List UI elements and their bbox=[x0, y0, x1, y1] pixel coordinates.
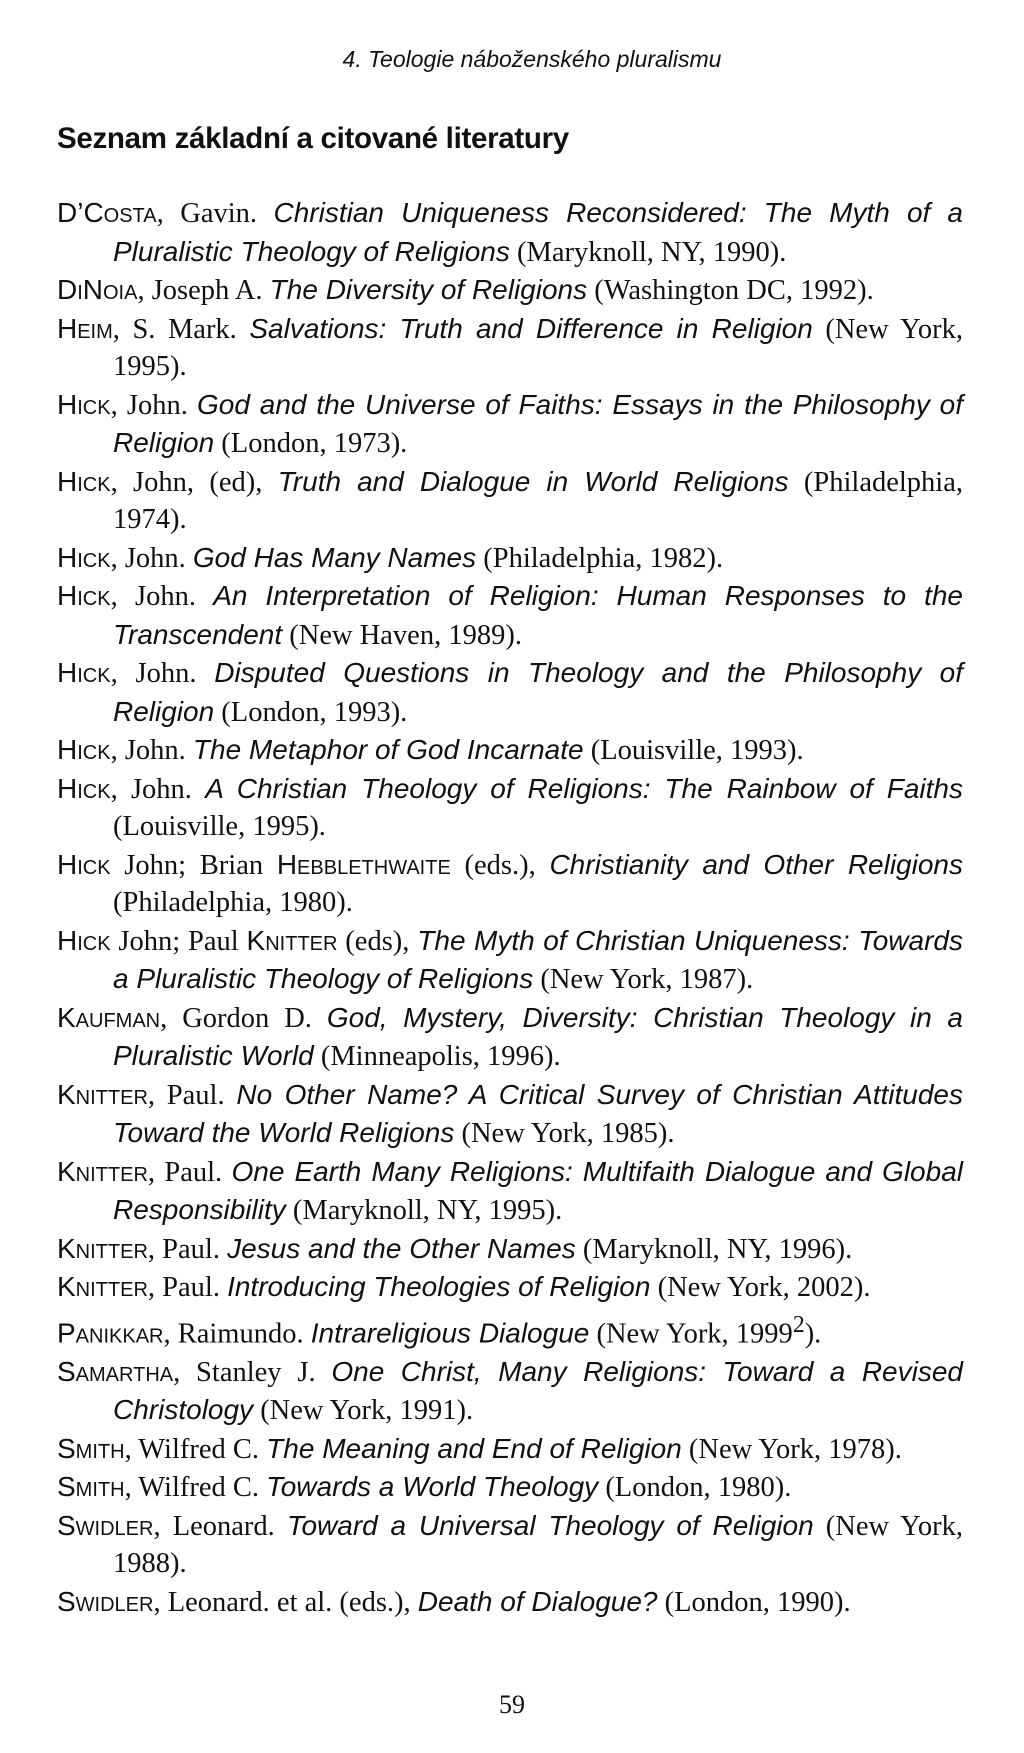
bibliography-entry bbox=[57, 1230, 963, 1269]
entry-author: Knitter bbox=[57, 1232, 148, 1264]
entry-author: Hick bbox=[57, 848, 111, 880]
bibliography-entry bbox=[57, 1583, 963, 1622]
entry-publication: (New York, 1985). bbox=[454, 1118, 675, 1149]
entry-title: One Earth Many Religions: Multifaith Dialogue and Global Responsibility bbox=[113, 1155, 963, 1225]
entry-title: God, Mystery, Diversity: Christian Theology in a Pluralistic World bbox=[113, 1001, 963, 1071]
entry-author: Hick bbox=[57, 657, 111, 688]
section-title: Seznam základní a citované literatury bbox=[57, 122, 569, 155]
entry-publication: (Maryknoll, NY, 1996). bbox=[575, 1233, 853, 1265]
entry-publication: ). bbox=[804, 1318, 822, 1349]
entry-author: Swidler bbox=[57, 1509, 154, 1541]
entry-publication: (London, 1993). bbox=[214, 696, 408, 728]
entry-text: , S. Mark. bbox=[112, 313, 250, 345]
entry-publication: (New York, 1978). bbox=[681, 1433, 902, 1465]
entry-author: Knitter bbox=[57, 1078, 148, 1110]
entry-author: Hick bbox=[57, 388, 111, 420]
entry-text: , John. bbox=[110, 735, 193, 766]
entry-publication: (New York, 1991). bbox=[253, 1395, 474, 1426]
entry-text: , John. bbox=[110, 773, 206, 805]
entry-text: , Stanley J. bbox=[173, 1356, 332, 1388]
entry-author: Swidler bbox=[57, 1585, 154, 1617]
bibliography-entry bbox=[57, 1507, 963, 1583]
entry-title: Truth and Dialogue in World Religions bbox=[277, 465, 789, 497]
entry-text: , Raimundo. bbox=[163, 1318, 311, 1349]
bibliography-list bbox=[57, 194, 963, 1621]
entry-publication: (New York, 1995). bbox=[113, 313, 963, 382]
bibliography-entry bbox=[57, 310, 963, 386]
entry-text: , Paul. bbox=[147, 1233, 228, 1265]
entry-author: Hick bbox=[57, 772, 111, 804]
bibliography-entry bbox=[57, 194, 963, 271]
entry-author: Hick bbox=[57, 924, 111, 956]
entry-title: Towards a World Theology bbox=[266, 1471, 599, 1502]
entry-author: D’Costa bbox=[57, 197, 157, 228]
entry-text: , John. bbox=[110, 389, 197, 421]
page-number: 59 bbox=[499, 1690, 525, 1719]
entry-author: Knitter bbox=[57, 1155, 148, 1187]
bibliography-entry bbox=[57, 1076, 963, 1153]
entry-author: Knitter bbox=[57, 1271, 148, 1302]
bibliography-entry bbox=[57, 386, 963, 463]
entry-title: No Other Name? A Critical Survey of Christian Attitudes Toward the World Religions bbox=[113, 1078, 963, 1148]
entry-title: Jesus and the Other Names bbox=[227, 1232, 576, 1264]
entry-title: The Meaning and End of Religion bbox=[266, 1432, 682, 1464]
bibliography-entry bbox=[57, 463, 963, 539]
entry-text: , John. bbox=[110, 542, 193, 574]
entry-author: Panikkar bbox=[57, 1317, 164, 1348]
entry-publication: (New York, 1988). bbox=[113, 1510, 963, 1579]
entry-publication: (Philadelphia, 1974). bbox=[113, 466, 963, 535]
bibliography-entry bbox=[57, 1307, 963, 1353]
bibliography-entry bbox=[57, 846, 963, 922]
entry-text: , John, (ed), bbox=[110, 466, 278, 498]
entry-text: (eds), bbox=[337, 925, 418, 957]
entry-publication: (London, 1980). bbox=[598, 1472, 792, 1503]
entry-publication: (Philadelphia, 1982). bbox=[476, 542, 724, 574]
entry-author: Hick bbox=[57, 580, 111, 611]
entry-coauthor: Hebblethwaite bbox=[276, 848, 451, 880]
entry-title: Intrareligious Dialogue bbox=[310, 1317, 590, 1348]
entry-text: , Paul. bbox=[147, 1079, 237, 1111]
entry-title: An Interpretation of Religion: Human Responses to the Transcendent bbox=[113, 580, 963, 650]
entry-title: Introducing Theologies of Religion bbox=[227, 1271, 651, 1302]
entry-text: , John. bbox=[110, 581, 214, 612]
entry-title: The Diversity of Religions bbox=[269, 274, 588, 305]
entry-publication: (New York, 1987). bbox=[533, 964, 754, 995]
entry-text: , Wilfred C. bbox=[124, 1433, 267, 1465]
bibliography-entry bbox=[57, 1468, 963, 1507]
entry-text: , Gordon D. bbox=[160, 1002, 327, 1034]
entry-publication: (Maryknoll, NY, 1990). bbox=[509, 236, 787, 268]
entry-title: Toward a Universal Theology of Religion bbox=[286, 1509, 814, 1541]
entry-author: Hick bbox=[57, 465, 111, 497]
entry-text: , Gavin. bbox=[156, 198, 274, 229]
entry-author: Kaufman bbox=[57, 1001, 161, 1033]
entry-text: John; Brian bbox=[110, 849, 277, 881]
entry-title: God and the Universe of Faiths: Essays in the Philosophy of Religion bbox=[113, 388, 963, 458]
entry-publication: (Louisville, 1993). bbox=[583, 735, 804, 766]
entry-publication: (New York, 2002). bbox=[650, 1272, 871, 1303]
bibliography-entry bbox=[57, 1430, 963, 1469]
entry-title: Christianity and Other Religions bbox=[549, 848, 963, 880]
entry-coauthor: Knitter bbox=[246, 924, 338, 956]
bibliography-entry bbox=[57, 654, 963, 731]
bibliography-entry bbox=[57, 770, 963, 846]
entry-title: The Myth of Christian Uniqueness: Towards a Pluralistic Theology of Religions bbox=[113, 924, 963, 994]
entry-title: A Christian Theology of Religions: The Rainbow of Faiths bbox=[205, 772, 964, 804]
entry-text: , Joseph A. bbox=[137, 275, 270, 306]
entry-title: God Has Many Names bbox=[192, 541, 477, 573]
entry-author: Hick bbox=[57, 734, 111, 765]
entry-author: Heim bbox=[57, 312, 113, 344]
entry-publication: (New York, 1999 bbox=[589, 1318, 793, 1349]
entry-title: Death of Dialogue? bbox=[417, 1585, 658, 1617]
entry-publication: (Louisville, 1995). bbox=[113, 811, 326, 842]
entry-author: Hick bbox=[57, 541, 111, 573]
entry-text: , Paul. bbox=[147, 1272, 228, 1303]
entry-title: Christian Uniqueness Reconsidered: The Myth of a Pluralistic Theology of Religions bbox=[113, 197, 963, 267]
bibliography-entry bbox=[57, 922, 963, 999]
bibliography-entry bbox=[57, 539, 963, 578]
entry-text: , Leonard. et al. (eds.), bbox=[153, 1586, 418, 1618]
entry-text: , John. bbox=[110, 658, 215, 689]
entry-title: Salvations: Truth and Difference in Religion bbox=[249, 312, 813, 344]
bibliography-entry bbox=[57, 999, 963, 1076]
bibliography-entry bbox=[57, 731, 963, 770]
entry-publication: (Philadelphia, 1980). bbox=[113, 887, 353, 918]
entry-title: The Metaphor of God Incarnate bbox=[192, 734, 584, 765]
bibliography-entry bbox=[57, 1153, 963, 1230]
entry-text: John; Paul bbox=[110, 925, 247, 957]
running-head: 4. Teologie náboženského pluralismu bbox=[342, 46, 722, 72]
entry-text: , Leonard. bbox=[153, 1510, 287, 1542]
entry-author: Samartha bbox=[57, 1355, 174, 1387]
bibliography-entry bbox=[57, 1268, 963, 1307]
entry-text: (eds.), bbox=[450, 849, 550, 881]
entry-publication: (London, 1973). bbox=[214, 428, 408, 459]
bibliography-entry bbox=[57, 1353, 963, 1430]
entry-title: Disputed Questions in Theology and the Philosophy of Religion bbox=[113, 657, 963, 727]
entry-publication: (Minneapolis, 1996). bbox=[313, 1041, 561, 1072]
entry-author: Smith bbox=[57, 1432, 125, 1464]
entry-author: Smith bbox=[57, 1471, 125, 1502]
bibliography-entry bbox=[57, 577, 963, 654]
entry-publication: (New Haven, 1989). bbox=[282, 619, 522, 651]
entry-edition: 2 bbox=[792, 1311, 805, 1338]
entry-publication: (Maryknoll, NY, 1995). bbox=[285, 1195, 563, 1226]
entry-publication: (London, 1990). bbox=[657, 1586, 851, 1618]
entry-publication: (Washington DC, 1992). bbox=[587, 275, 874, 306]
entry-title: One Christ, Many Religions: Toward a Revised Christology bbox=[113, 1355, 963, 1425]
entry-author: DiNoia bbox=[57, 274, 138, 305]
entry-text: , Paul. bbox=[147, 1156, 232, 1188]
entry-text: , Wilfred C. bbox=[124, 1472, 267, 1503]
bibliography-entry bbox=[57, 271, 963, 310]
